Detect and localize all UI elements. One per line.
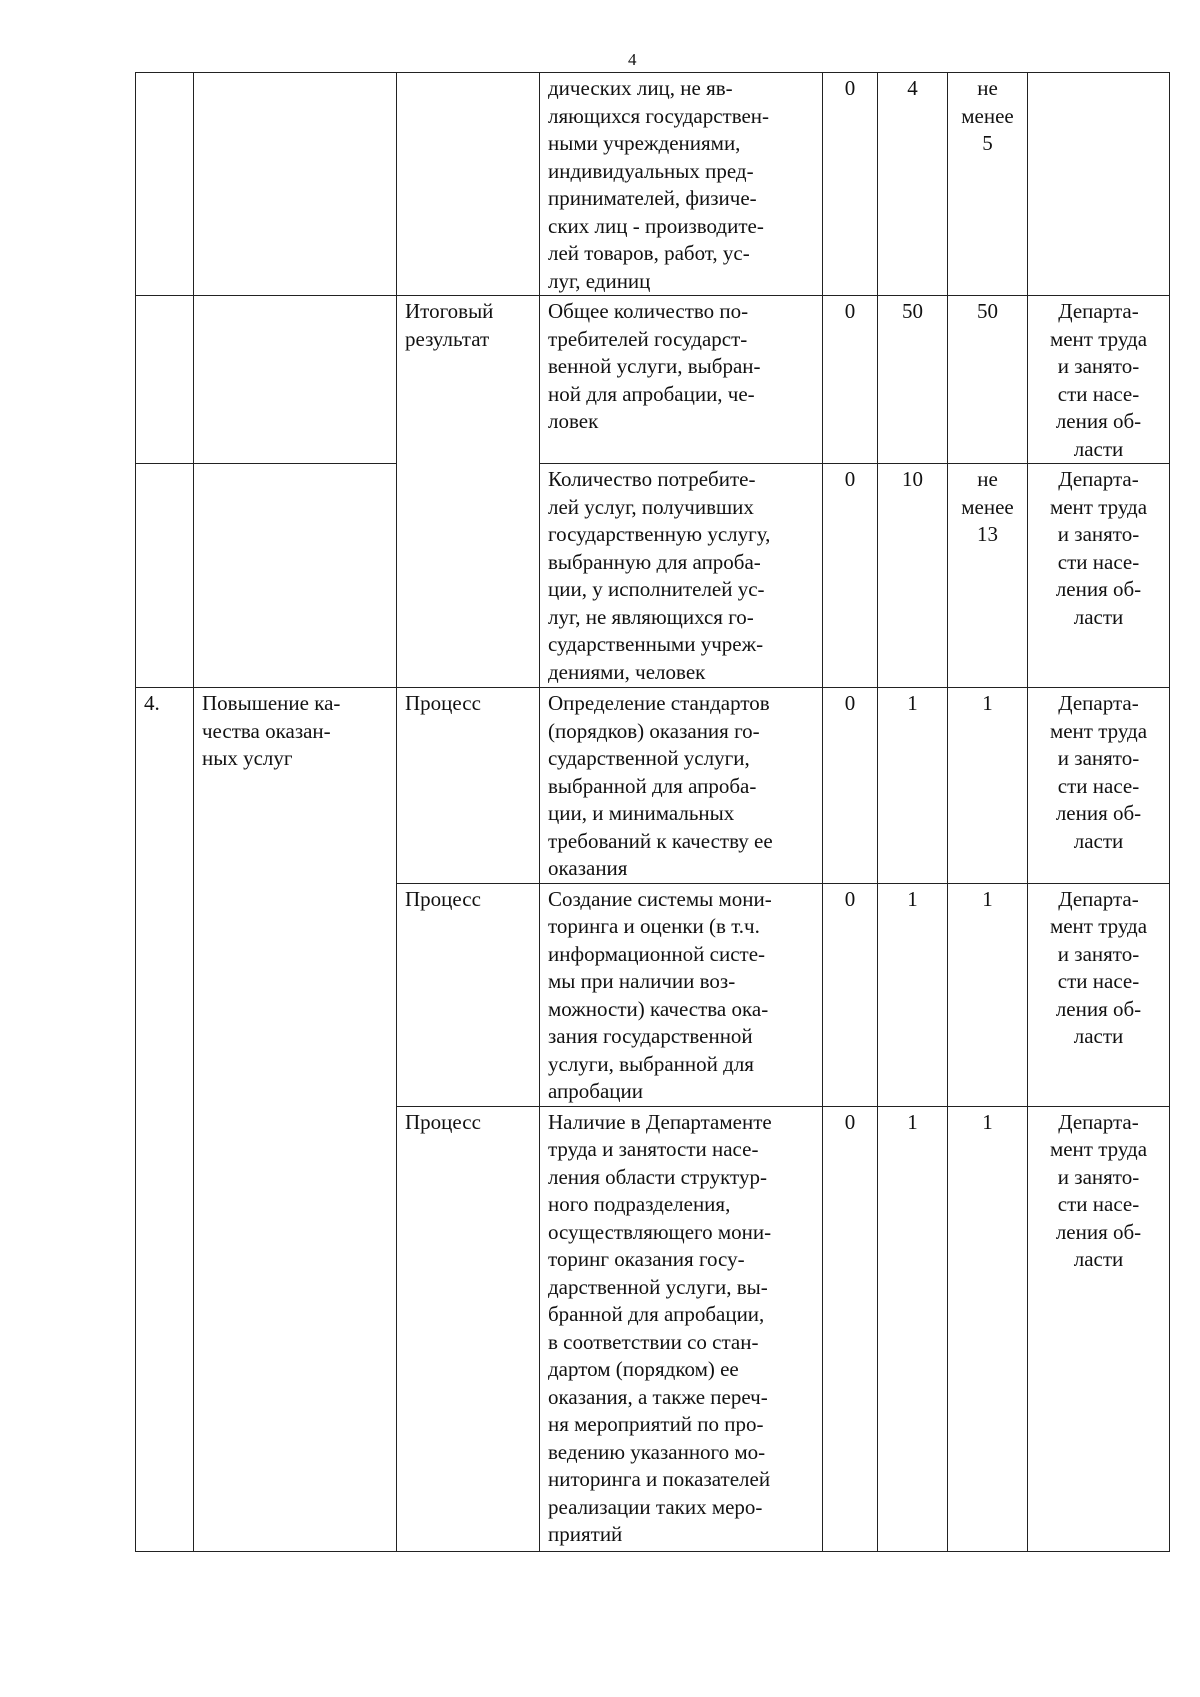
indicator-type: Итоговый результат: [397, 296, 540, 688]
responsible-department: Департа- мент труда и занято- сти насе- ления об- ласти: [1028, 883, 1170, 1106]
page-number: 4: [628, 50, 637, 69]
value-year-2: 1: [948, 688, 1028, 884]
value-year-1: 1: [878, 688, 948, 884]
row-number-cell: [136, 464, 194, 688]
value-base: 0: [823, 73, 878, 296]
value-base: 0: [823, 688, 878, 884]
row-number-cell: [136, 296, 194, 464]
row-number-cell: [136, 73, 194, 296]
value-year-2: не менее 5: [948, 73, 1028, 296]
task-cell: [194, 73, 397, 296]
value-year-1: 1: [878, 883, 948, 1106]
indicator-type-cell: [397, 73, 540, 296]
responsible-department: [1028, 73, 1170, 296]
value-year-1: 1: [878, 1106, 948, 1551]
value-year-2: 1: [948, 883, 1028, 1106]
value-base: 0: [823, 296, 878, 464]
value-year-1: 4: [878, 73, 948, 296]
indicator-description: дических лиц, не яв- ляющихся государствен- ными учреждениями, индивидуальных пред- принимателей, физиче- ских лиц - производите- лей товаров, работ, ус- луг, единиц: [540, 73, 823, 296]
task-cell: [194, 464, 397, 688]
row-number: 4.: [136, 688, 194, 1552]
indicator-description: Количество потребите- лей услуг, получивших государственную услугу, выбранную для апроба- ции, у исполнителей ус- луг, не являющихся го- сударственными учреж- дениями, человек: [540, 464, 823, 688]
task-cell: [194, 296, 397, 464]
responsible-department: Департа- мент труда и занято- сти насе- ления об- ласти: [1028, 1106, 1170, 1551]
value-year-2: 50: [948, 296, 1028, 464]
table-row: [136, 688, 1170, 884]
value-year-2: не менее 13: [948, 464, 1028, 688]
value-year-1: 10: [878, 464, 948, 688]
indicator-description: Определение стандартов (порядков) оказания го- сударственной услуги, выбранной для апроба- ции, и минимальных требований к качеству ее оказания: [540, 688, 823, 884]
indicator-type: Процесс: [397, 688, 540, 884]
value-base: 0: [823, 464, 878, 688]
value-year-1: 50: [878, 296, 948, 464]
value-year-2: 1: [948, 1106, 1028, 1551]
indicator-type: Процесс: [397, 883, 540, 1106]
indicators-table: [135, 72, 1170, 1552]
indicator-description: Создание системы мони- торинга и оценки (в т.ч. информационной систе- мы при наличии воз- можности) качества ока- зания государственной услуги, выбранной для апробации: [540, 883, 823, 1106]
value-base: 0: [823, 1106, 878, 1551]
responsible-department: Департа- мент труда и занято- сти насе- ления об- ласти: [1028, 688, 1170, 884]
responsible-department: Департа- мент труда и занято- сти насе- ления об- ласти: [1028, 464, 1170, 688]
indicator-type: Процесс: [397, 1106, 540, 1551]
value-base: 0: [823, 883, 878, 1106]
table-row: [136, 73, 1170, 296]
indicator-description: Общее количество по- требителей государст- венной услуги, выбран- ной для апробации, че- ловек: [540, 296, 823, 464]
indicator-description: Наличие в Департаменте труда и занятости насе- ления области структур- ного подразделения, осуществляющего мони- торинг оказания госу- дарственной услуги, вы- бранной для апробации, в соответствии со стан- дартом (порядком) ее оказания, а также переч- ня мероприятий по про- ведению указанного мо- ниторинга и показателей реализации таких меро- приятий: [540, 1106, 823, 1551]
responsible-department: Департа- мент труда и занято- сти насе- ления об- ласти: [1028, 296, 1170, 464]
table-row: [136, 296, 1170, 464]
task-name: Повышение ка- чества оказан- ных услуг: [194, 688, 397, 1552]
table-row: [136, 464, 1170, 688]
